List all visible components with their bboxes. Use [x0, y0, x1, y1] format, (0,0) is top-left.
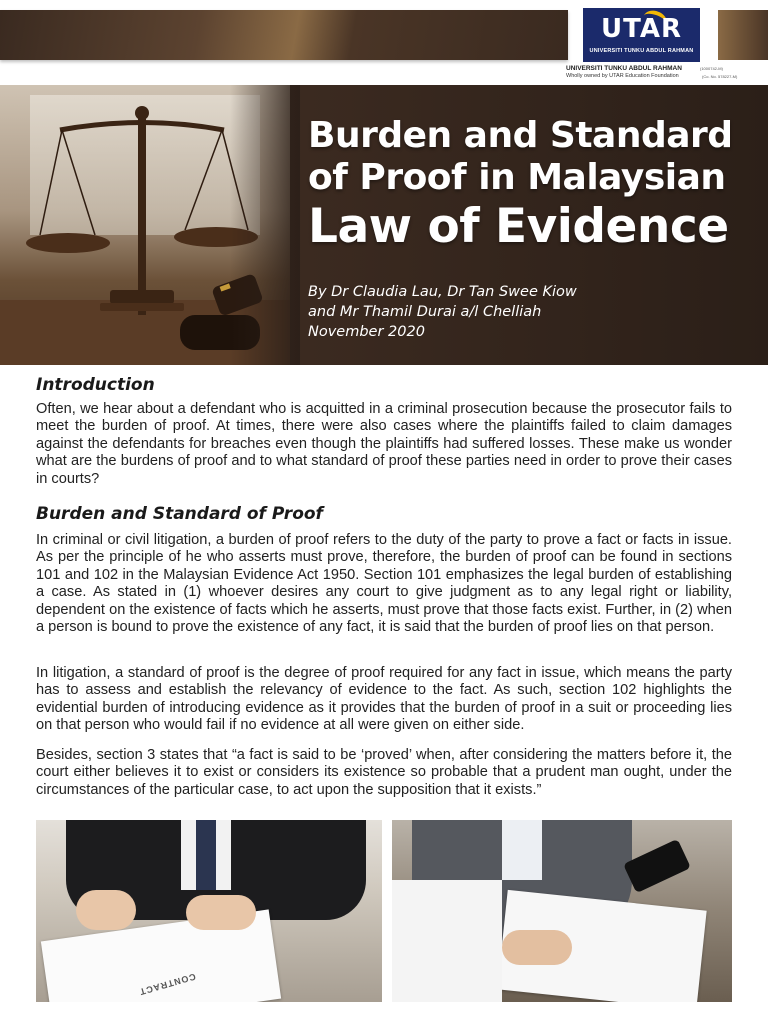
authors — [308, 282, 748, 322]
scales-of-justice-photo — [0, 85, 290, 365]
logo-reg-number-2: (Co. No. 578227-M) — [702, 74, 738, 79]
contract-label: CONTRACT — [137, 971, 197, 998]
photo-shirt — [502, 820, 542, 880]
photo-hand-right — [186, 895, 256, 930]
title-line-1: Burden and Standard — [308, 115, 733, 156]
utar-logo — [583, 8, 700, 62]
burden-paragraph-2: In litigation, a standard of proof is the degree of proof required for any fact in issue, which means the party has to assess and establish the relevancy of evidence to the fact. As such, section 102 highlights the evidential burden of introducing evidence as it provides that the burden of proof in a suit or proceeding lies on that person who would fail if no evidence at all were given on either side. — [36, 665, 732, 734]
logo-reg-number-1: (1000742-M) — [700, 66, 723, 71]
title-line-3: Law of Evidence — [308, 199, 729, 254]
logo-caption-owner: Wholly owned by UTAR Education Foundation — [566, 73, 679, 79]
hero-banner — [0, 85, 768, 365]
page-title — [308, 115, 748, 255]
publication-date: November 2020 — [308, 324, 425, 340]
title-line-2: of Proof in Malaysian — [308, 157, 726, 198]
phone-icon — [623, 839, 691, 893]
logo-caption-university: UNIVERSITI TUNKU ABDUL RAHMAN — [566, 65, 682, 72]
authors-line-1: By Dr Claudia Lau, Dr Tan Swee Kiow — [308, 284, 577, 300]
logo-brand: UTAR — [601, 14, 682, 44]
burden-paragraph-1: In criminal or civil litigation, a burden of proof refers to the duty of the party to prove a fact or facts in issue. As per the principle of he who asserts must prove, therefore, the burden of proof can be found in sections 101 and 102 in the Malaysian Evidence Act 1950. Section 101 emphasizes the legal burden of establishing a case. As stated in (1) whoever desires any court to give judgment as to any legal right or liability, dependent on the existence of facts which he asserts, must prove that those facts exist. Further, in (2) when a person is bound to prove the existence of any fact, it is said that the burden of proof lies on that person. — [36, 532, 732, 636]
photo-fade-overlay — [230, 85, 300, 365]
introduction-paragraph: Often, we hear about a defendant who is acquitted in a criminal prosecution because the prosecutor fails to meet the burden of proof. At times, there were also cases where the plaintiffs failed to claim damages against the defendants for breaches even though the plaintiffs had suffered losses. These make us wonder what are the burdens of proof and to what standard of proof these parties need in order to prove their cases in courts? — [36, 401, 732, 487]
introduction-heading: Introduction — [36, 375, 155, 395]
photo-tie — [196, 820, 216, 890]
contract-signing-photo — [36, 820, 382, 1002]
photo-hand-left — [76, 890, 136, 930]
banner-decoration-right — [718, 10, 768, 60]
authors-line-2: and Mr Thamil Durai a/l Chelliah — [308, 304, 542, 320]
photo-sleeve — [392, 880, 502, 1002]
burden-paragraph-3: Besides, section 3 states that “a fact is said to be ‘proved’ when, after considering the matters before it, the court either believes it to exist or considers its existence so probable that a prudent man ought, under the circumstances of the particular case, to act upon the supposition that it exists.” — [36, 747, 732, 798]
logo-university-name: UNIVERSITI TUNKU ABDUL RAHMAN — [589, 48, 694, 54]
banner-decoration-left — [0, 10, 568, 60]
burden-section-heading: Burden and Standard of Proof — [36, 504, 323, 524]
document-review-photo — [392, 820, 732, 1002]
photo-hand — [502, 930, 572, 965]
